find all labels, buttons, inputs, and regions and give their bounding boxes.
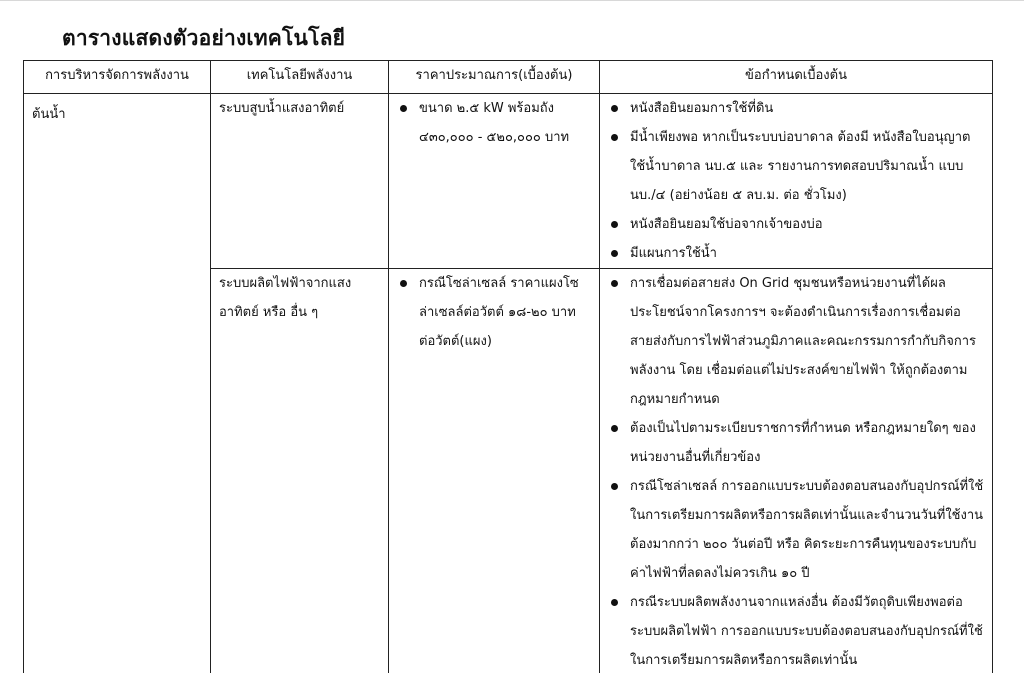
- requirement-item: กรณีโซล่าเซลล์ การออกแบบระบบต้องตอบสนองกับอุปกรณ์ที่ใช้ในการเตรียมการผลิตหรือการผลิตเท่านั้นและจำนวนวันที่ใช้งานต้องมากกว่า ๒๐๐ วันต่อปี หรือ คิดระยะการคืนทุนของระบบกับค่าไฟฟ้าที่ลดลงไม่ควรเกิน ๑๐ ปี: [608, 472, 984, 588]
- requirement-item: ต้องเป็นไปตามระเบียบราชการที่กำหนด หรือกฎหมายใดๆ ของหน่วยงานอื่นที่เกี่ยวข้อง: [608, 414, 984, 472]
- group-cell-upstream: [24, 94, 211, 673]
- price-item: ขนาด ๒.๕ kW พร้อมถัง ๔๓๐,๐๐๐ - ๕๒๐,๐๐๐ บาท: [397, 94, 591, 152]
- price-item: กรณีโซล่าเซลล์ ราคาแผงโซล่าเซลล์ต่อวัตต์ ๑๘-๒๐ บาท ต่อวัตต์(แผง): [397, 269, 591, 356]
- technology-cell: ระบบผลิตไฟฟ้าจากแสงอาทิตย์ หรือ อื่น ๆ: [211, 269, 389, 673]
- top-divider: [0, 0, 1024, 1]
- header-energy-management: การบริหารจัดการพลังงาน: [24, 61, 211, 94]
- header-energy-technology: เทคโนโลยีพลังงาน: [211, 61, 389, 94]
- technology-table: [23, 60, 993, 673]
- technology-cell: ระบบสูบน้ำแสงอาทิตย์: [211, 94, 389, 269]
- requirement-item: หนังสือยินยอมการใช้ที่ดิน: [608, 94, 984, 123]
- price-cell: [389, 94, 600, 269]
- requirements-list: [608, 94, 984, 268]
- price-list: [397, 94, 591, 152]
- requirement-item: หนังสือยินยอมใช้บ่อจากเจ้าของบ่อ: [608, 210, 984, 239]
- header-estimated-price: ราคาประมาณการ(เบื้องต้น): [389, 61, 600, 94]
- page-title: ตารางแสดงตัวอย่างเทคโนโลยี: [62, 26, 346, 50]
- price-cell: [389, 269, 600, 673]
- requirements-list: [608, 269, 984, 673]
- table-header-row: [24, 61, 993, 94]
- requirement-item: การเชื่อมต่อสายส่ง On Grid ชุมชนหรือหน่วยงานที่ได้ผลประโยชน์จากโครงการฯ จะต้องดำเนินการเรื่องการเชื่อมต่อสายส่งกับการไฟฟ้าส่วนภูมิภาคและคณะกรรมการกำกับกิจการพลังงาน โดย เชื่อมต่อแต่ไม่ประสงค์ขายไฟฟ้า ให้ถูกต้องตามกฎหมายกำหนด: [608, 269, 984, 414]
- requirement-item: มีน้ำเพียงพอ หากเป็นระบบบ่อบาดาล ต้องมี หนังสือใบอนุญาตใช้น้ำบาดาล นบ.๕ และ รายงานการทดสอบปริมาณน้ำ แบบ นบ./๔ (อย่างน้อย ๕ ลบ.ม. ต่อ ชั่วโมง): [608, 123, 984, 210]
- table-row: [24, 94, 993, 269]
- requirements-cell: [600, 269, 993, 673]
- requirement-item: กรณีระบบผลิตพลังงานจากแหล่งอื่น ต้องมีวัตถุดิบเพียงพอต่อระบบผลิตไฟฟ้า การออกแบบระบบต้องตอบสนองกับอุปกรณ์ที่ใช้ในการเตรียมการผลิตหรือการผลิตเท่านั้น: [608, 588, 984, 673]
- requirements-cell: [600, 94, 993, 269]
- requirement-item: มีแผนการใช้น้ำ: [608, 239, 984, 268]
- price-list: [397, 269, 591, 356]
- group-label: ต้นน้ำ: [32, 107, 66, 122]
- header-basic-requirements: ข้อกำหนดเบื้องต้น: [600, 61, 993, 94]
